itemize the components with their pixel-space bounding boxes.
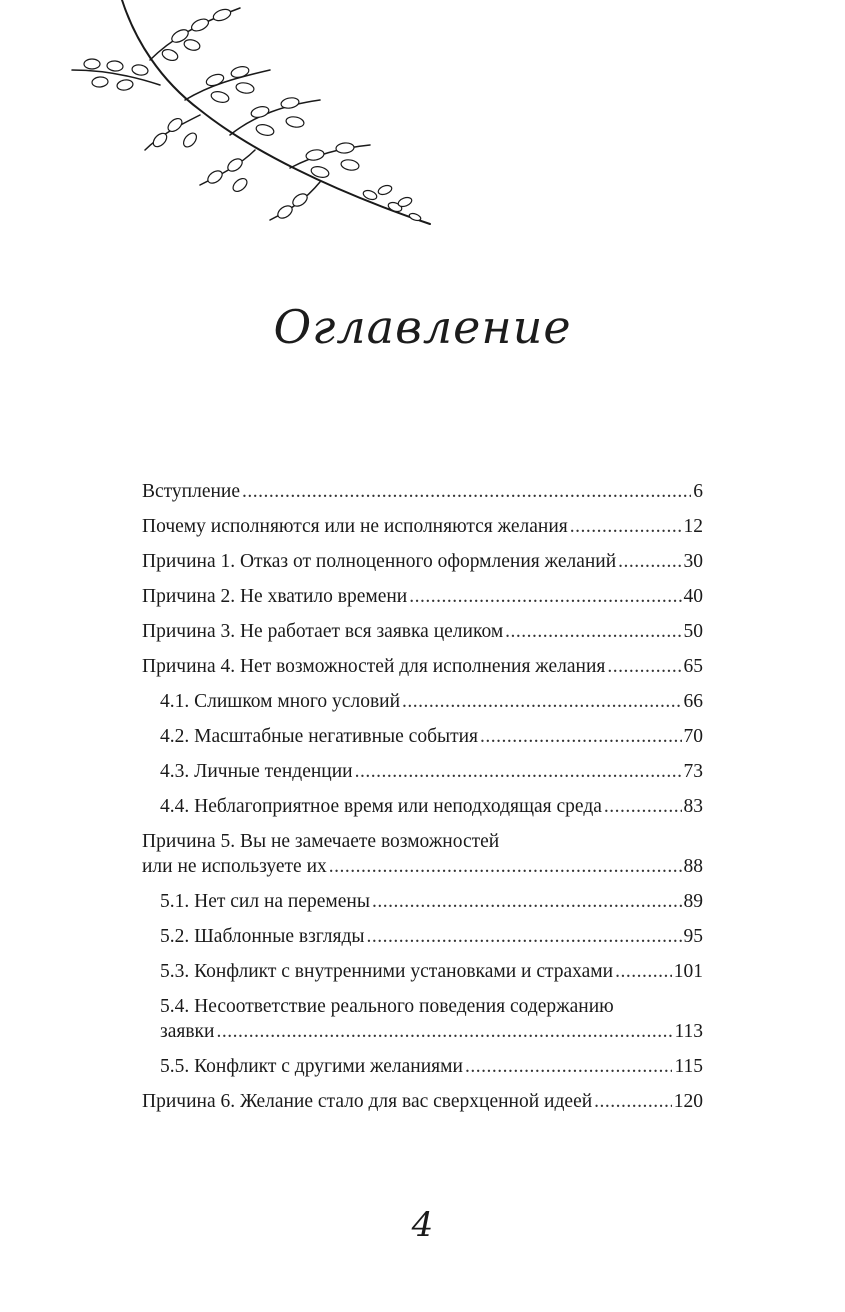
toc-leader xyxy=(480,724,681,749)
toc-page-number: 73 xyxy=(683,761,703,782)
toc-subentry[interactable] xyxy=(142,794,703,819)
toc-leader xyxy=(615,959,672,984)
toc-entry-label: Причина 1. Отказ от полноценного оформления желаний xyxy=(142,551,617,572)
toc-entry-label: 5.5. Конфликт с другими желаниями xyxy=(160,1056,463,1077)
toc-entry-label: Почему исполняются или не исполняются желания xyxy=(142,516,568,537)
toc-page-number: 120 xyxy=(673,1091,703,1112)
toc-page-number: 40 xyxy=(683,586,703,607)
page-title: Оглавление xyxy=(273,300,572,354)
toc-leader xyxy=(604,794,682,819)
toc-subentry[interactable] xyxy=(142,994,703,1044)
toc-entry-label: 5.1. Нет сил на перемены xyxy=(160,891,370,912)
toc-entry-label: 5.3. Конфликт с внутренними установками и страхами xyxy=(160,961,614,982)
fern-illustration xyxy=(0,0,450,275)
toc-leader xyxy=(465,1054,673,1079)
toc-entry[interactable] xyxy=(142,829,703,879)
toc-subentry[interactable] xyxy=(142,759,703,784)
page-number: 4 xyxy=(411,1205,434,1245)
toc-entry-label-line1: 5.4. Несоответствие реального поведения содержанию xyxy=(160,996,614,1017)
toc-entry[interactable] xyxy=(142,654,703,679)
toc-page-number: 95 xyxy=(683,926,703,947)
toc-leader xyxy=(329,854,682,879)
toc-subentry[interactable] xyxy=(142,724,703,749)
toc-page-number: 6 xyxy=(693,481,703,502)
toc-leader xyxy=(372,889,682,914)
toc-entry[interactable] xyxy=(142,479,703,504)
toc-entry-label: Причина 6. Желание стало для вас сверхценной идеей xyxy=(142,1091,593,1112)
toc-subentry[interactable] xyxy=(142,889,703,914)
toc-entry-label: 4.2. Масштабные негативные события xyxy=(160,726,479,747)
toc-leader xyxy=(505,619,681,644)
toc-page-number: 70 xyxy=(683,726,703,747)
toc-leader xyxy=(367,924,682,949)
toc-leader xyxy=(242,479,691,504)
toc-entry-label: Причина 4. Нет возможностей для исполнения желания xyxy=(142,656,606,677)
toc-subentry[interactable] xyxy=(142,924,703,949)
toc-page-number: 88 xyxy=(683,856,703,877)
table-of-contents xyxy=(142,479,703,1124)
toc-entry[interactable] xyxy=(142,584,703,609)
toc-entry-label: 4.4. Неблагоприятное время или неподходящая среда xyxy=(160,796,602,817)
toc-page-number: 115 xyxy=(674,1056,703,1077)
toc-entry-label: Причина 3. Не работает вся заявка целиком xyxy=(142,621,504,642)
toc-entry-label: 4.1. Слишком много условий xyxy=(160,691,401,712)
toc-subentry[interactable] xyxy=(142,689,703,714)
toc-entry-label-line1: Причина 5. Вы не замечаете возможностей xyxy=(142,831,500,852)
toc-page-number: 50 xyxy=(683,621,703,642)
toc-leader xyxy=(216,1019,672,1044)
toc-page-number: 65 xyxy=(683,656,703,677)
toc-leader xyxy=(409,584,681,609)
toc-subentry[interactable] xyxy=(142,959,703,984)
toc-entry[interactable] xyxy=(142,619,703,644)
toc-subentry[interactable] xyxy=(142,1054,703,1079)
toc-entry[interactable] xyxy=(142,514,703,539)
toc-leader xyxy=(618,549,681,574)
toc-entry-label: 5.2. Шаблонные взгляды xyxy=(160,926,365,947)
toc-page-number: 83 xyxy=(683,796,703,817)
toc-page-number: 30 xyxy=(683,551,703,572)
toc-page-number: 12 xyxy=(683,516,703,537)
toc-leader xyxy=(355,759,682,784)
toc-page-number: 66 xyxy=(683,691,703,712)
toc-entry-label: Вступление xyxy=(142,481,241,502)
toc-entry-label-line2: заявки xyxy=(160,1021,215,1042)
toc-entry-label: 4.3. Личные тенденции xyxy=(160,761,353,782)
toc-page-number: 89 xyxy=(683,891,703,912)
toc-leader xyxy=(594,1089,672,1114)
toc-entry-label: Причина 2. Не хватило времени xyxy=(142,586,408,607)
toc-entry[interactable] xyxy=(142,549,703,574)
toc-entry[interactable] xyxy=(142,1089,703,1114)
toc-leader xyxy=(570,514,682,539)
toc-leader xyxy=(402,689,681,714)
toc-page-number: 101 xyxy=(673,961,703,982)
toc-leader xyxy=(607,654,681,679)
toc-page-number: 113 xyxy=(674,1021,703,1042)
toc-entry-label-line2: или не используете их xyxy=(142,856,327,877)
